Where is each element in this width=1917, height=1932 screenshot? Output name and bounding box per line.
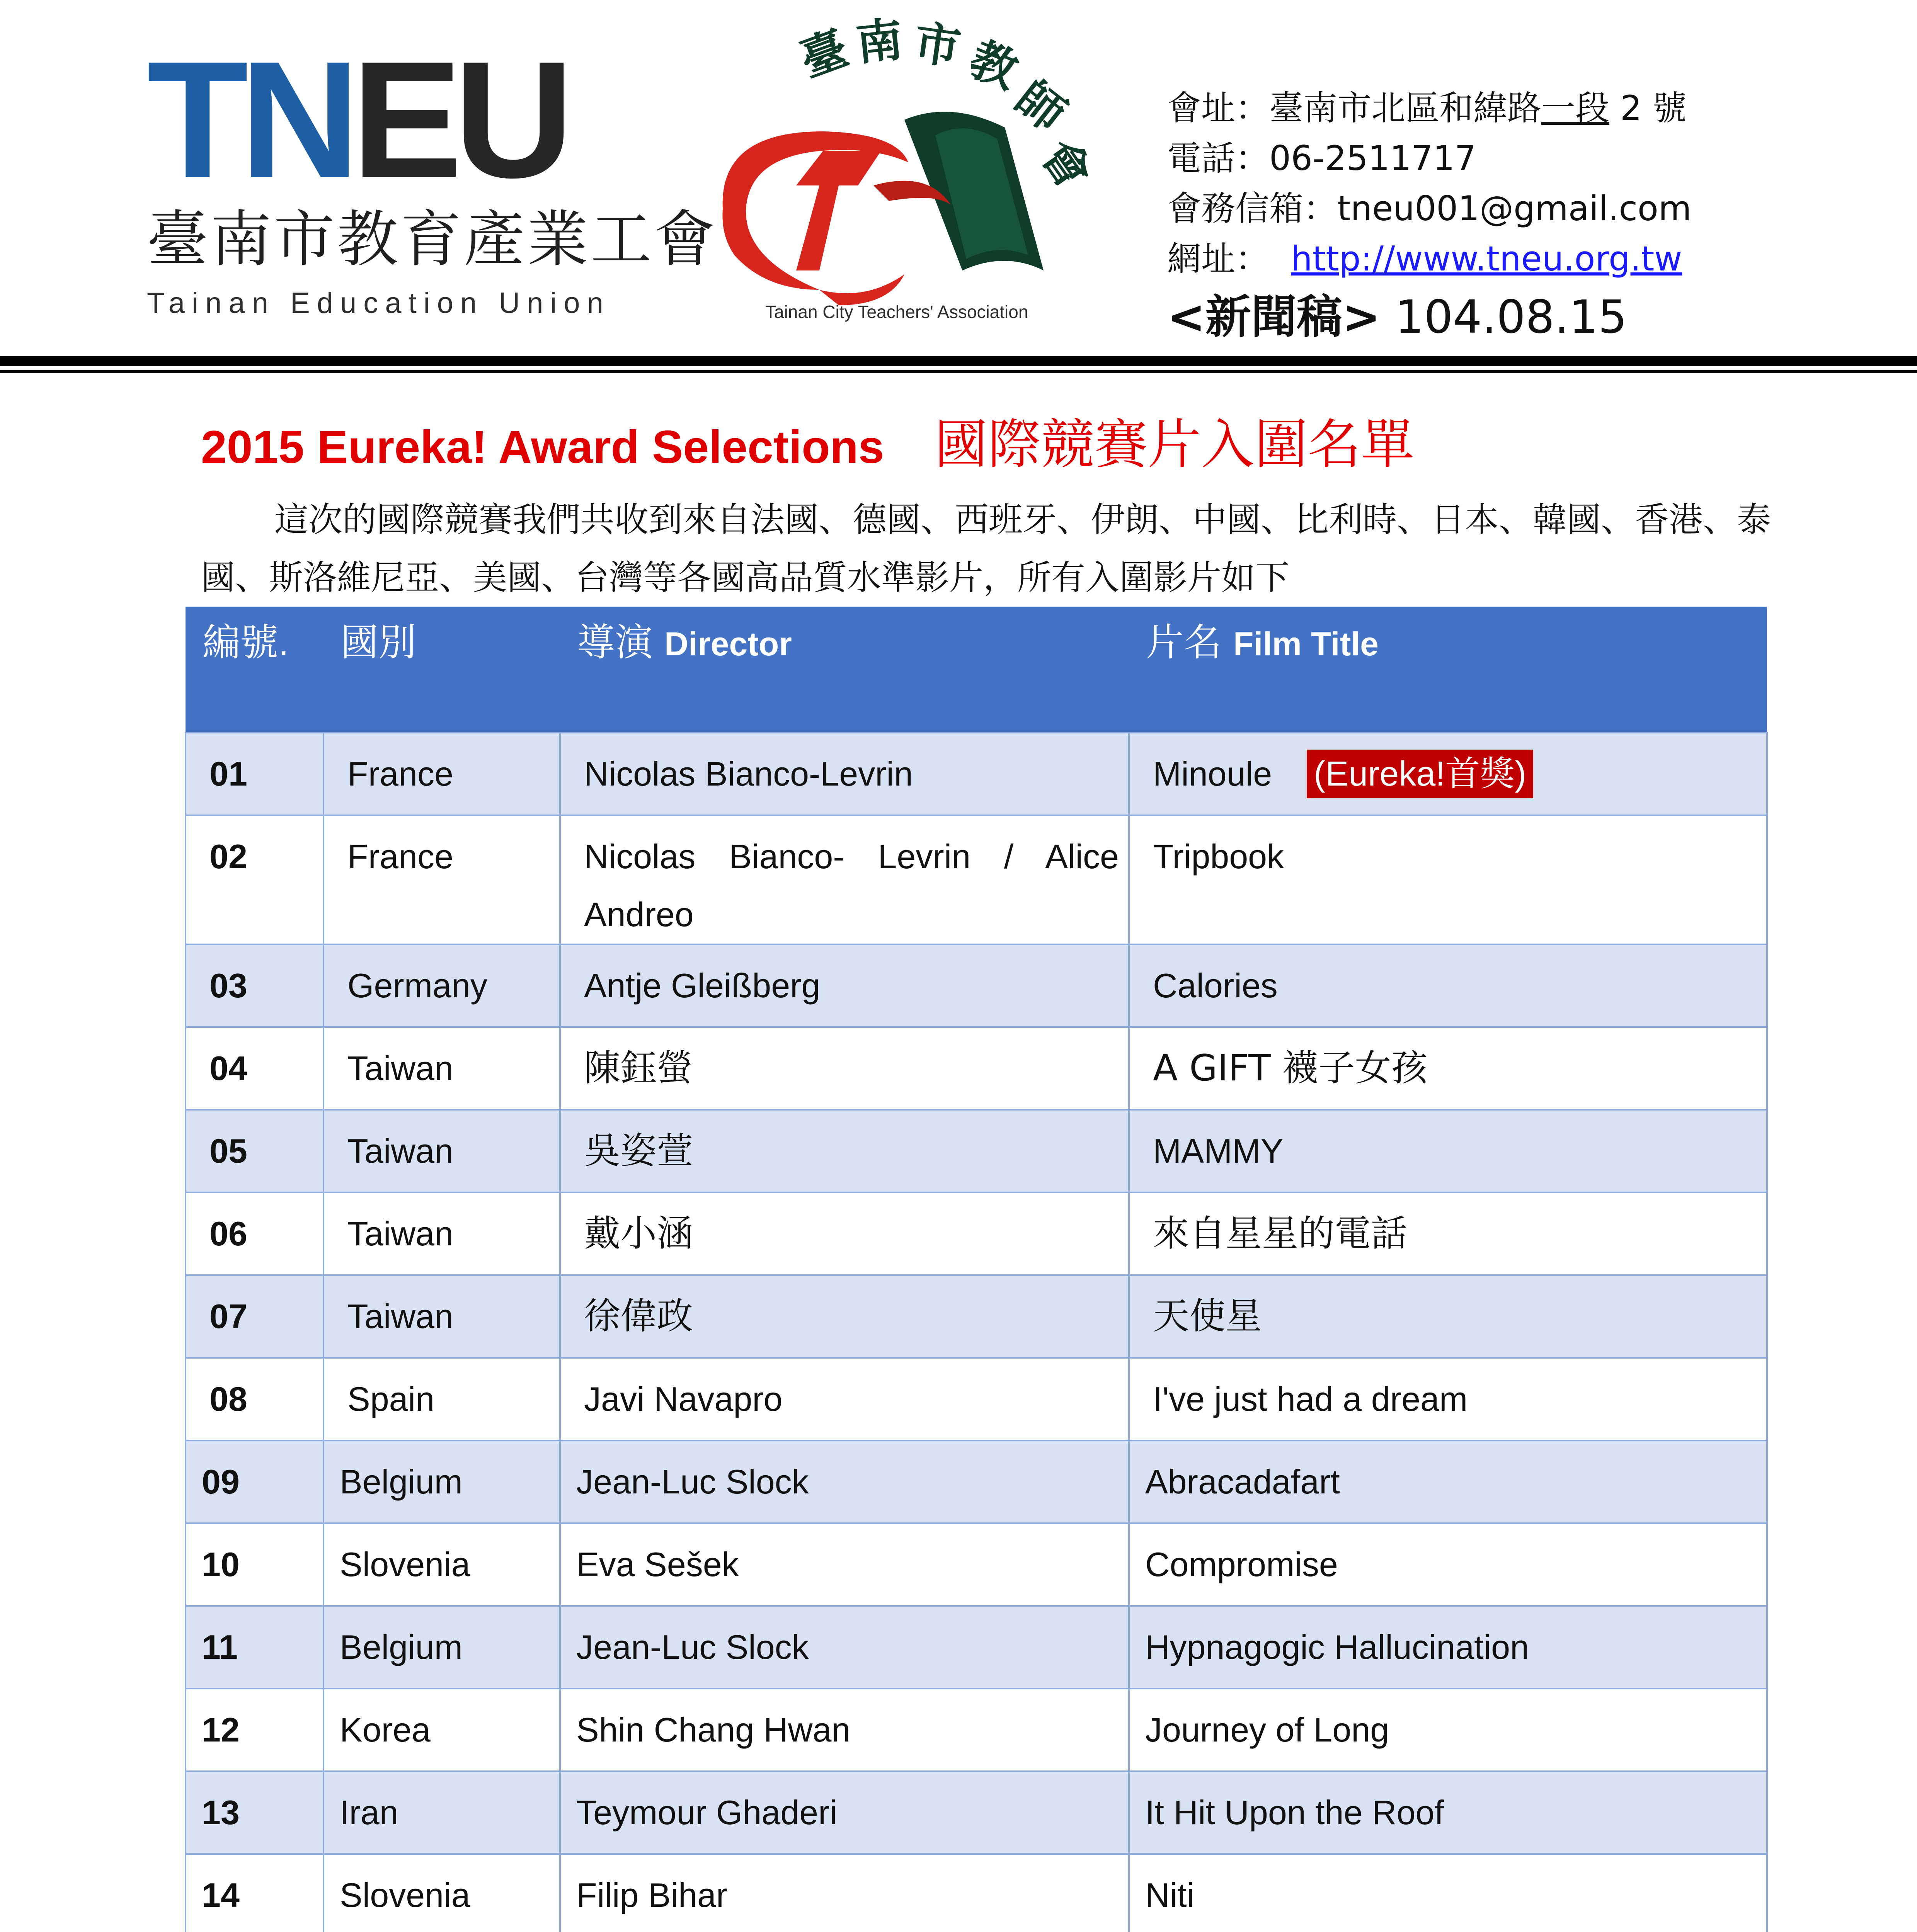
header-country: 國別 <box>323 607 560 733</box>
page-title-chinese: 國際競賽片入圍名單 <box>934 413 1415 476</box>
row-director: Filip Bihar <box>560 1854 1129 1932</box>
row-country: Belgium <box>323 1606 560 1689</box>
row-director: Teymour Ghaderi <box>560 1771 1129 1854</box>
row-film-title: A GIFT 襪子女孩 <box>1129 1027 1767 1110</box>
row-director: 陳鈺螢 <box>560 1027 1129 1110</box>
row-director: Eva Sešek <box>560 1523 1129 1606</box>
website-line <box>1167 234 1902 284</box>
press-release-label: <新聞稿> <box>1167 290 1381 344</box>
row-number: 08 <box>186 1358 323 1440</box>
table-row <box>186 1854 1767 1932</box>
row-director: Nicolas Bianco- Levrin / Alice Andreo <box>560 815 1129 944</box>
header-film-title <box>1129 607 1767 733</box>
row-director: Shin Chang Hwan <box>560 1689 1129 1771</box>
table-row <box>186 1110 1767 1192</box>
row-country: Taiwan <box>323 1275 560 1358</box>
table-row <box>186 1606 1767 1689</box>
header-director-en: Director <box>664 626 792 663</box>
row-film-title: Journey of Long <box>1129 1689 1767 1771</box>
row-number: 05 <box>186 1110 323 1192</box>
row-film-title: Calories <box>1129 944 1767 1027</box>
row-country: France <box>323 733 560 815</box>
row-number: 04 <box>186 1027 323 1110</box>
row-number: 13 <box>186 1771 323 1854</box>
row-director: Jean-Luc Slock <box>560 1606 1129 1689</box>
header-title-cn: 片名 <box>1146 621 1222 663</box>
emblem-english-name: Tainan City Teachers' Association <box>765 302 1028 322</box>
row-film-title: Compromise <box>1129 1523 1767 1606</box>
row-country: Taiwan <box>323 1192 560 1275</box>
table-row <box>186 1027 1767 1110</box>
table-row <box>186 815 1767 944</box>
row-country: Taiwan <box>323 1027 560 1110</box>
table-row <box>186 1275 1767 1358</box>
row-number: 14 <box>186 1854 323 1932</box>
row-film-title: I've just had a dream <box>1129 1358 1767 1440</box>
address-label: 會址： <box>1167 88 1270 128</box>
row-film-title: Niti <box>1129 1854 1767 1932</box>
phone-label: 電話： <box>1167 138 1270 178</box>
svg-text:教: 教 <box>962 32 1025 99</box>
svg-text:市: 市 <box>910 16 964 76</box>
table-header-row <box>186 607 1767 733</box>
header-number: 編號. <box>186 607 323 733</box>
row-film-title: Tripbook <box>1129 815 1767 944</box>
address-underlined: 一段 <box>1541 88 1610 128</box>
email-label: 會務信箱： <box>1167 189 1338 228</box>
header-director-cn: 導演 <box>577 621 653 663</box>
header-rule-thick <box>0 356 1917 366</box>
svg-text:師: 師 <box>1006 71 1076 142</box>
row-number: 09 <box>186 1440 323 1523</box>
tneu-logo <box>147 27 717 320</box>
row-film-title: 天使星 <box>1129 1275 1767 1358</box>
row-director: 徐偉政 <box>560 1275 1129 1358</box>
row-country: Slovenia <box>323 1854 560 1932</box>
row-number: 11 <box>186 1606 323 1689</box>
phone-number: 06-2511717 <box>1269 138 1476 178</box>
table-row <box>186 1771 1767 1854</box>
row-number: 03 <box>186 944 323 1027</box>
tneu-logo-english-name: Tainan Education Union <box>147 287 610 320</box>
header-title-en: Film Title <box>1233 626 1379 663</box>
website-link[interactable]: http://www.tneu.org.tw <box>1290 239 1682 279</box>
website-label: 網址： <box>1167 239 1270 279</box>
table-row <box>186 1689 1767 1771</box>
tneu-logo-tn: TN <box>147 27 352 213</box>
intro-paragraph: 這次的國際競賽我們共收到來自法國、德國、西班牙、伊朗、中國、比利時、日本、韓國、香港、泰國、斯洛維尼亞、美國、台灣等各國高品質水準影片，所有入圍影片如下 <box>201 500 1771 597</box>
row-country: Slovenia <box>323 1523 560 1606</box>
press-release-date: 104.08.15 <box>1395 290 1627 344</box>
row-film-title-text: Minoule <box>1153 755 1272 793</box>
tneu-logo-chinese-name: 臺南市教育產業工會 <box>147 204 717 275</box>
row-director: Javi Navapro <box>560 1358 1129 1440</box>
row-number: 07 <box>186 1275 323 1358</box>
table-row <box>186 1358 1767 1440</box>
row-film-title: It Hit Upon the Roof <box>1129 1771 1767 1854</box>
emblem-icon <box>657 13 1101 336</box>
address-line <box>1167 83 1902 133</box>
row-film-title <box>1129 733 1767 815</box>
page-title <box>201 402 1415 478</box>
row-country: Korea <box>323 1689 560 1771</box>
phone-line <box>1167 133 1902 184</box>
row-country: Iran <box>323 1771 560 1854</box>
row-number: 01 <box>186 733 323 815</box>
row-film-title: Hypnagogic Hallucination <box>1129 1606 1767 1689</box>
row-director: Nicolas Bianco-Levrin <box>560 733 1129 815</box>
header-rule-thin <box>0 370 1917 373</box>
tneu-logo-eu: EU <box>351 27 565 213</box>
award-badge: (Eureka!首獎) <box>1307 750 1533 798</box>
contact-block <box>1167 83 1902 348</box>
tneu-logo-wordmark <box>147 27 565 213</box>
svg-text:南: 南 <box>853 13 906 71</box>
address-number: 2 號 <box>1620 88 1687 128</box>
row-film-title: Abracadafart <box>1129 1440 1767 1523</box>
table-row <box>186 944 1767 1027</box>
svg-text:臺: 臺 <box>793 21 855 88</box>
table-row <box>186 1440 1767 1523</box>
address-text: 臺南市北區和緯路 <box>1269 88 1542 128</box>
row-country: Taiwan <box>323 1110 560 1192</box>
row-country: Belgium <box>323 1440 560 1523</box>
email-address: tneu001@gmail.com <box>1337 189 1692 228</box>
row-director: Jean-Luc Slock <box>560 1440 1129 1523</box>
row-director: 戴小涵 <box>560 1192 1129 1275</box>
email-line <box>1167 184 1902 234</box>
table-row <box>186 1523 1767 1606</box>
row-number: 10 <box>186 1523 323 1606</box>
table-row <box>186 1192 1767 1275</box>
selections-table <box>185 607 1768 1932</box>
row-country: France <box>323 815 560 944</box>
row-director: Antje Gleißberg <box>560 944 1129 1027</box>
row-film-title: MAMMY <box>1129 1110 1767 1192</box>
header-director <box>560 607 1129 733</box>
row-director: 吳姿萱 <box>560 1110 1129 1192</box>
row-country: Spain <box>323 1358 560 1440</box>
page-title-english: 2015 Eureka! Award Selections <box>201 421 884 473</box>
row-number: 12 <box>186 1689 323 1771</box>
svg-text:會: 會 <box>1030 130 1101 199</box>
table-row <box>186 733 1767 815</box>
press-release-line <box>1167 286 1902 348</box>
row-number: 02 <box>186 815 323 944</box>
teachers-association-emblem <box>657 13 1101 336</box>
row-number: 06 <box>186 1192 323 1275</box>
row-film-title: 來自星星的電話 <box>1129 1192 1767 1275</box>
row-country: Germany <box>323 944 560 1027</box>
